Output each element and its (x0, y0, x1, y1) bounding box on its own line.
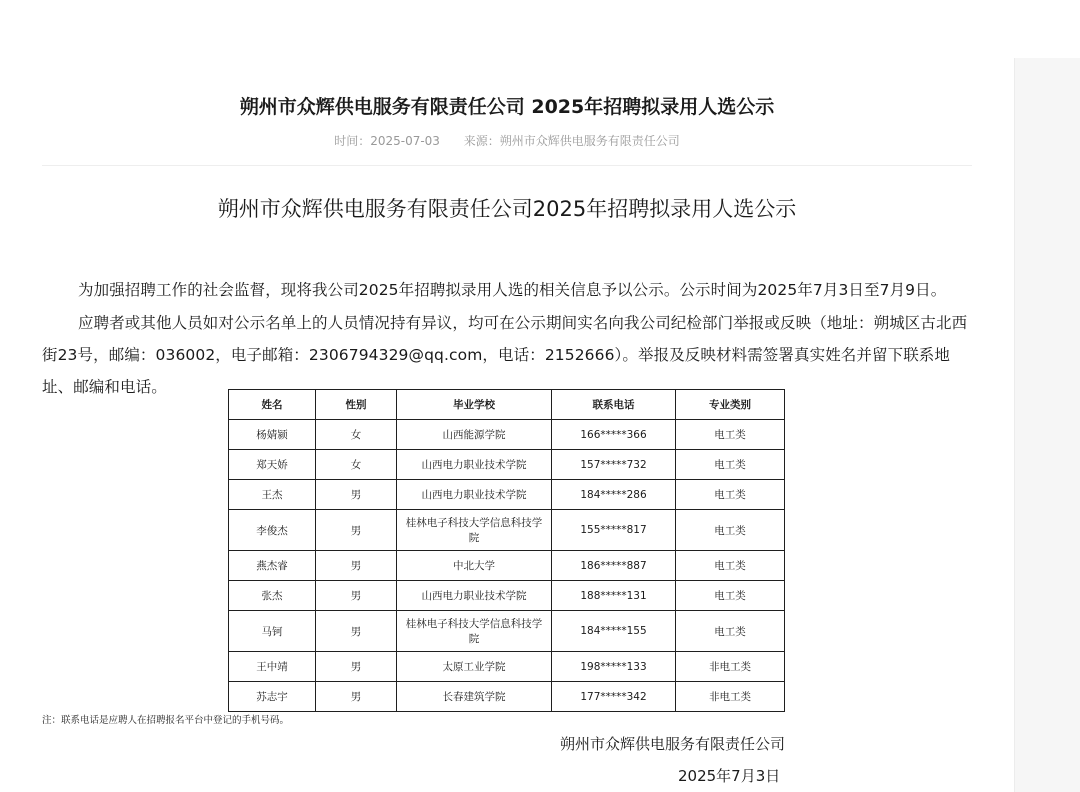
publish-time: 时间：2025-07-03 (334, 134, 440, 148)
cell-school: 山西能源学院 (397, 420, 552, 450)
document-title: 朔州市众辉供电服务有限责任公司2025年招聘拟录用人选公示 (217, 197, 797, 221)
cell-name: 杨婧颍 (229, 420, 316, 450)
cell-category: 电工类 (676, 611, 785, 652)
cell-school: 桂林电子科技大学信息科技学院 (397, 510, 552, 551)
header-school: 毕业学校 (397, 390, 552, 420)
cell-school: 太原工业学院 (397, 652, 552, 682)
table-row (229, 510, 785, 551)
cell-name: 王杰 (229, 480, 316, 510)
cell-name: 张杰 (229, 581, 316, 611)
header-category: 专业类别 (676, 390, 785, 420)
cell-gender: 男 (316, 652, 397, 682)
table-row (229, 611, 785, 652)
cell-gender: 男 (316, 480, 397, 510)
cell-gender: 女 (316, 450, 397, 480)
title-divider (42, 165, 972, 166)
cell-phone: 198*****133 (552, 652, 676, 682)
article-meta (42, 132, 972, 149)
cell-school: 山西电力职业技术学院 (397, 480, 552, 510)
cell-category: 电工类 (676, 551, 785, 581)
cell-name: 马钶 (229, 611, 316, 652)
cell-category: 电工类 (676, 581, 785, 611)
right-scroll-strip (1014, 58, 1080, 792)
cell-category: 电工类 (676, 420, 785, 450)
table-row (229, 682, 785, 712)
cell-phone: 155*****817 (552, 510, 676, 551)
company-signature: 朔州市众辉供电服务有限责任公司 (560, 735, 786, 753)
cell-phone: 184*****286 (552, 480, 676, 510)
table-row (229, 450, 785, 480)
cell-category: 非电工类 (676, 682, 785, 712)
header-phone: 联系电话 (552, 390, 676, 420)
cell-name: 王中靖 (229, 652, 316, 682)
cell-gender: 男 (316, 510, 397, 551)
table-row (229, 652, 785, 682)
cell-category: 电工类 (676, 450, 785, 480)
cell-name: 郑天娇 (229, 450, 316, 480)
cell-gender: 男 (316, 551, 397, 581)
cell-gender: 男 (316, 581, 397, 611)
cell-school: 山西电力职业技术学院 (397, 450, 552, 480)
table-row (229, 581, 785, 611)
cell-category: 非电工类 (676, 652, 785, 682)
cell-phone: 177*****342 (552, 682, 676, 712)
table-row (229, 480, 785, 510)
cell-category: 电工类 (676, 510, 785, 551)
cell-school: 桂林电子科技大学信息科技学院 (397, 611, 552, 652)
cell-gender: 男 (316, 611, 397, 652)
cell-phone: 184*****155 (552, 611, 676, 652)
cell-phone: 166*****366 (552, 420, 676, 450)
article-source: 来源：朔州市众辉供电服务有限责任公司 (463, 134, 680, 148)
signature-date: 2025年7月3日 (678, 767, 781, 785)
cell-school: 中北大学 (397, 551, 552, 581)
objection-paragraph: 应聘者或其他人员如对公示名单上的人员情况持有异议，均可在公示期间实名向我公司纪检部门举报或反映（地址：朔城区古北西街23号，邮编：036002，电子邮箱：2306794329@qq.com，电话：2152666）。举报及反映材料需签署真实姓名并留下联系地址、邮编和电话。 (42, 313, 968, 396)
cell-gender: 男 (316, 682, 397, 712)
cell-name: 苏志宇 (229, 682, 316, 712)
header-name: 姓名 (229, 390, 316, 420)
cell-phone: 186*****887 (552, 551, 676, 581)
cell-school: 长春建筑学院 (397, 682, 552, 712)
header-gender: 性别 (316, 390, 397, 420)
intro-paragraph: 为加强招聘工作的社会监督，现将我公司2025年招聘拟录用人选的相关信息予以公示。公示时间为2025年7月3日至7月9日。 (78, 280, 947, 299)
cell-name: 李俊杰 (229, 510, 316, 551)
phone-note: 注：联系电话是应聘人在招聘报名平台中登记的手机号码。 (42, 715, 290, 726)
candidate-table (228, 389, 785, 712)
table-header-row (229, 390, 785, 420)
table-row (229, 551, 785, 581)
cell-category: 电工类 (676, 480, 785, 510)
cell-phone: 157*****732 (552, 450, 676, 480)
cell-gender: 女 (316, 420, 397, 450)
page-title: 朔州市众辉供电服务有限责任公司 2025年招聘拟录用人选公示 (239, 96, 775, 118)
table-row (229, 420, 785, 450)
cell-school: 山西电力职业技术学院 (397, 581, 552, 611)
cell-name: 燕杰睿 (229, 551, 316, 581)
cell-phone: 188*****131 (552, 581, 676, 611)
